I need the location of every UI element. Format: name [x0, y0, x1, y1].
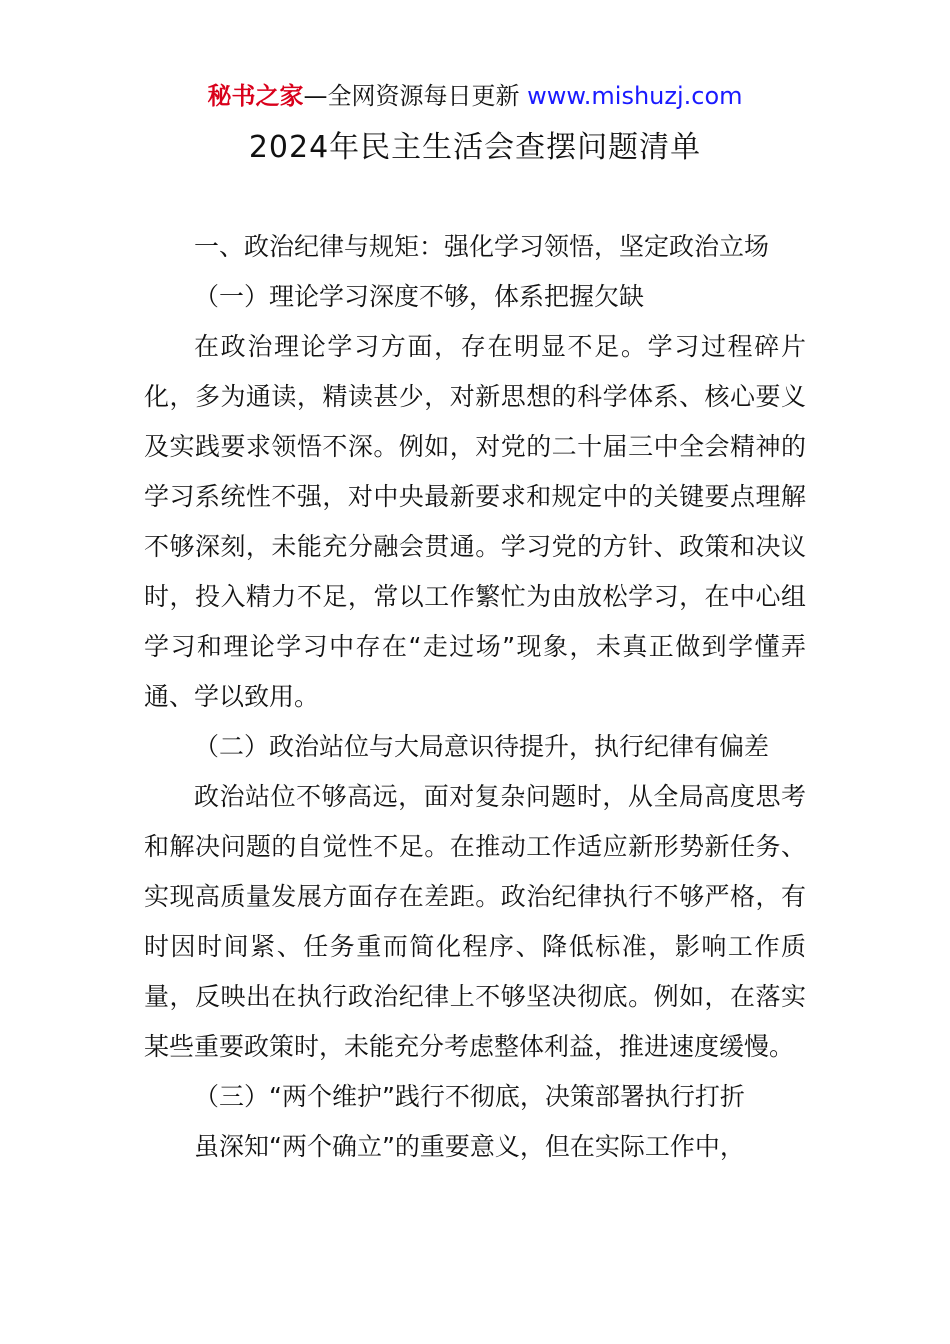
- subsection-heading: （三）“两个维护”践行不彻底，决策部署执行打折: [194, 1082, 745, 1111]
- document-title: 2024年民主生活会查摆问题清单: [248, 130, 702, 165]
- site-url[interactable]: www.mishuzj.com: [527, 82, 743, 110]
- subsection-heading: （一）理论学习深度不够，体系把握欠缺: [194, 282, 645, 311]
- section-heading: 一、政治纪律与规矩：强化学习领悟，坚定政治立场: [194, 232, 770, 261]
- subsection-heading: （二）政治站位与大局意识待提升，执行纪律有偏差: [194, 732, 770, 761]
- header-tagline: —全网资源每日更新: [303, 82, 528, 110]
- body-paragraph: 虽深知“两个确立”的重要意义，但在实际工作中，: [194, 1132, 745, 1161]
- document-body: [144, 222, 806, 1172]
- body-paragraph: 政治站位不够高远，面对复杂问题时，从全局高度思考和解决问题的自觉性不足。在推动工作适应新形势新任务、实现高质量发展方面存在差距。政治纪律执行不够严格，有时因时间紧、任务重而简化程序、降低标准，影响工作质量，反映出在执行政治纪律上不够坚决彻底。例如，在落实某些重要政策时，未能充分考虑整体利益，推进速度缓慢。: [144, 782, 806, 1061]
- brand-name: 秘书之家: [207, 82, 304, 110]
- site-header: [0, 80, 950, 112]
- body-paragraph: 在政治理论学习方面，存在明显不足。学习过程碎片化，多为通读，精读甚少，对新思想的科学体系、核心要义及实践要求领悟不深。例如，对党的二十届三中全会精神的学习系统性不强，对中央最新要求和规定中的关键要点理解不够深刻，未能充分融会贯通。学习党的方针、政策和决议时，投入精力不足，常以工作繁忙为由放松学习，在中心组学习和理论学习中存在“走过场”现象，未真正做到学懂弄通、学以致用。: [144, 332, 806, 711]
